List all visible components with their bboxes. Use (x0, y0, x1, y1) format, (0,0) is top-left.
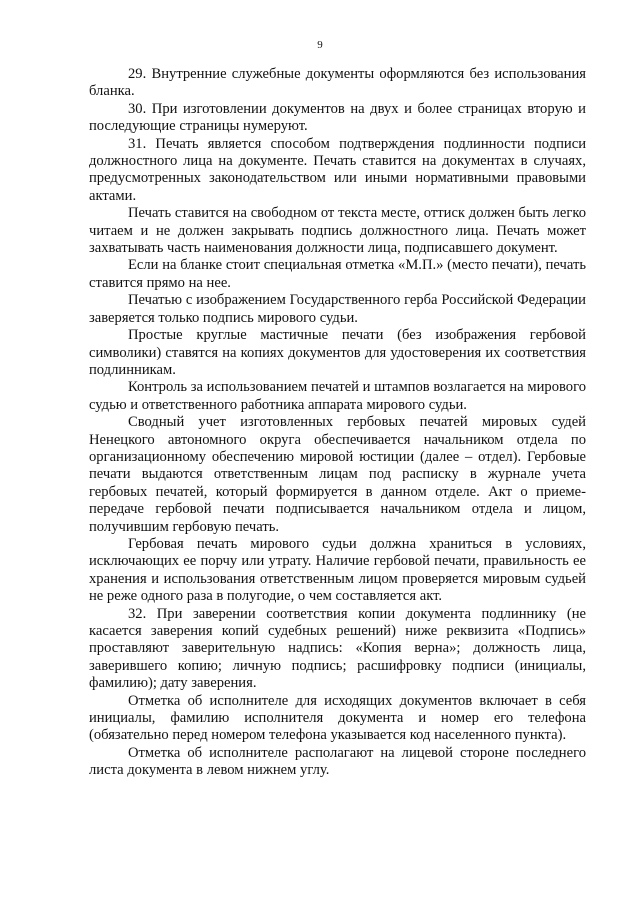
paragraph-seal-control: Контроль за использованием печатей и штампов возлагается на мирового судью и ответственного работника аппарата мирового судьи. (89, 379, 586, 413)
paragraph-32: 32. При заверении соответствия копии документа подлиннику (не касается заверения копий судебных решений) ниже реквизита «Подпись» проставляют заверительную надпись: «Копия верна»; должность лица, заверившего копию; личную подпись; расшифровку подписи (инициалы, фамилию); дату заверения. (89, 605, 586, 692)
paragraph-29: 29. Внутренние служебные документы оформляются без использования бланка. (89, 66, 586, 100)
paragraph-executor-placement: Отметка об исполнителе располагают на лицевой стороне последнего листа документа в левом нижнем углу. (89, 744, 586, 779)
paragraph-seal-storage: Гербовая печать мирового судьи должна храниться в условиях, исключающих ее порчу или утрату. Наличие гербовой печати, правильность ее хранения и использования ответственным лицом проверяется мировым судьей не реже одного раза в полугодие, о чем составляется акт. (89, 535, 586, 605)
paragraph-30: 30. При изготовлении документов на двух и более страницах вторую и последующие страницы нумеруют. (89, 100, 586, 135)
paragraph-seal-registry: Сводный учет изготовленных гербовых печатей мировых судей Ненецкого автономного округа обеспечивается начальником отдела по организационному обеспечению мировой юстиции (далее – отдел). Гербовые печати выдаются ответственным лицам под расписку в журнале учета гербовых печатей, который формируется в данном отделе. Акт о приеме-передаче гербовой печати подписывается начальником отдела и лицом, получившим гербовую печать. (89, 414, 586, 535)
paragraph-seal-placement: Печать ставится на свободном от текста месте, оттиск должен быть легко читаем и не должен закрывать подпись должностного лица. Печать может захватывать часть наименования должности лица, подписавшего документ. (89, 205, 586, 257)
page-number: 9 (317, 39, 323, 51)
paragraph-executor-mark: Отметка об исполнителе для исходящих документов включает в себя инициалы, фамилию исполнителя документа и номер его телефона (обязательно перед номером телефона указывается код населенного пункта). (89, 692, 586, 744)
paragraph-mp-mark: Если на бланке стоит специальная отметка «М.П.» (место печати), печать ставится прямо на нее. (89, 257, 586, 291)
paragraph-coat-of-arms-seal: Печатью с изображением Государственного герба Российской Федерации заверяется только подпись мирового судьи. (89, 292, 586, 326)
paragraph-31: 31. Печать является способом подтверждения подлинности подписи должностного лица на документе. Печать ставится на документах в случаях, предусмотренных законодательством или иными нормативными правовыми актами. (89, 135, 586, 204)
document-body (89, 66, 586, 780)
paragraph-simple-seals: Простые круглые мастичные печати (без изображения гербовой символики) ставятся на копиях документов для удостоверения их соответствия подлинникам. (89, 327, 586, 378)
